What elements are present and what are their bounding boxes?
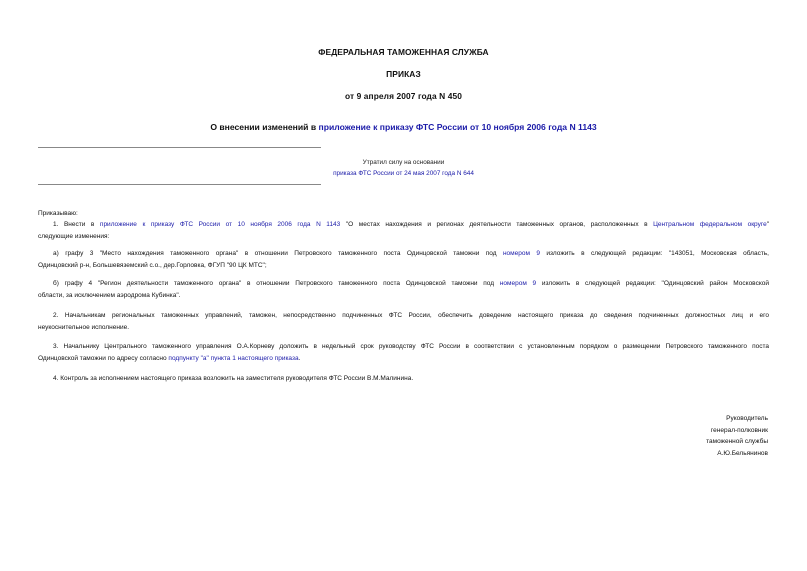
paragraph-2-line2: неукоснительное исполнение. bbox=[38, 323, 130, 331]
paragraph-b bbox=[38, 278, 769, 301]
date-number-heading: от 9 апреля 2007 года N 450 bbox=[344, 91, 463, 101]
pa-text-b: изложить в следующей редакции: "143051, Московская область, bbox=[539, 250, 769, 257]
signature-rank: генерал-полковник bbox=[710, 426, 768, 434]
paragraph-1 bbox=[38, 219, 769, 242]
title-link[interactable]: приложение к приказу ФТС России от 10 ноября 2006 года N 1143 bbox=[318, 122, 597, 132]
paragraph-a-line2: Одинцовский р-н, Большевяземский с.о., дер.Горловка, ФГУП "90 ЦК МТС"; bbox=[38, 261, 267, 269]
paragraph-3 bbox=[38, 341, 769, 364]
paragraph-1-line1 bbox=[38, 219, 769, 231]
divider-top bbox=[38, 147, 321, 148]
pa-text-a: а) графу 3 "Место нахождения таможенного органа" в отношении Петровского таможенного поста Одинцовской таможни под bbox=[53, 250, 503, 257]
pb-link[interactable]: номером 9 bbox=[499, 280, 537, 287]
paragraph-3-line2 bbox=[38, 353, 769, 365]
title-prefix: О внесении изменений в bbox=[210, 122, 319, 132]
paragraph-b-line1 bbox=[38, 278, 769, 290]
paragraph-4 bbox=[38, 373, 769, 385]
intro-text: Приказываю: bbox=[38, 210, 78, 217]
status-note-line1: Утратил силу на основании bbox=[362, 159, 445, 166]
agency-heading: ФЕДЕРАЛЬНАЯ ТАМОЖЕННАЯ СЛУЖБА bbox=[318, 47, 489, 57]
p1-mid: "О местах нахождения и регионах деятельности таможенных органов, расположенных в bbox=[340, 221, 654, 228]
pa-link[interactable]: номером 9 bbox=[502, 250, 540, 257]
paragraph-b-line2: области, за исключением аэродрома Кубинка". bbox=[38, 291, 181, 299]
signature-name: А.Ю.Бельянинов bbox=[717, 449, 768, 457]
p3-text-a: Одинцовской таможни по адресу согласно bbox=[38, 354, 169, 362]
signature-block bbox=[568, 413, 768, 459]
divider-bottom bbox=[38, 184, 321, 185]
pb-text-b: изложить в следующей редакции: "Одинцовский район Московской bbox=[536, 280, 769, 287]
paragraph-a-line1 bbox=[38, 248, 769, 260]
p3-text-b: . bbox=[298, 354, 301, 362]
status-note-link[interactable]: приказа ФТС России от 24 мая 2007 года N 644 bbox=[333, 170, 474, 177]
status-note-link-line bbox=[0, 170, 807, 177]
paragraph-3-line1: 3. Начальнику Центрального таможенного управления О.А.Корневу доложить в недельный срок руководству ФТС России в соответствии с установленным порядком о размещении Петровского таможенного поста bbox=[53, 343, 769, 350]
document-title bbox=[0, 122, 807, 132]
paragraph-2 bbox=[38, 310, 769, 333]
paragraph-4-line1: 4. Контроль за исполнением настоящего приказа возложить на заместителя руководителя ФТС России В.М.Малинина. bbox=[53, 375, 414, 382]
signature-title: Руководитель bbox=[726, 415, 768, 422]
p1-num: 1. Внести в bbox=[53, 221, 100, 228]
p1-link[interactable]: приложение к приказу ФТС России от 10 ноября 2006 года N 1143 bbox=[99, 221, 341, 228]
paragraph-1-line2: следующие изменения: bbox=[38, 232, 110, 240]
paragraph-2-line1: 2. Начальникам региональных таможенных управлений, таможен, непосредственно подчиненных ФТС России, обеспечить доведение настоящего приказа до сведения подчиненных должностных лиц и его bbox=[53, 312, 769, 319]
signature-service: таможенной службы bbox=[706, 438, 768, 445]
p3-link[interactable]: подпункту "а" пункта 1 настоящего приказа bbox=[168, 354, 299, 362]
p1-link2[interactable]: Центральном федеральном округе bbox=[653, 221, 767, 228]
doc-type-heading: ПРИКАЗ bbox=[386, 69, 421, 79]
paragraph-a bbox=[38, 248, 769, 271]
p1-end: " bbox=[766, 221, 770, 228]
pb-text-a: б) графу 4 "Регион деятельности таможенного органа" в отношении Петровского таможенного поста Одинцовской таможни под bbox=[53, 280, 500, 287]
